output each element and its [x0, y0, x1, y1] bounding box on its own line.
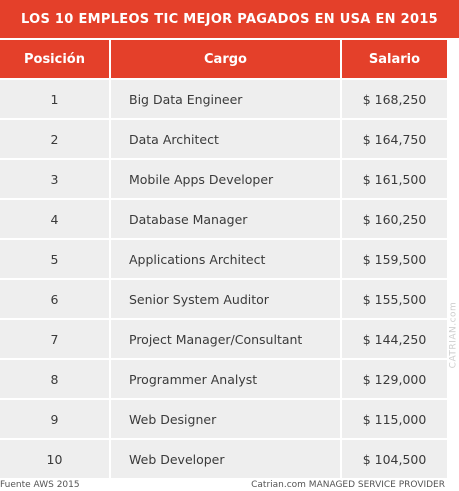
table-row [0, 80, 447, 120]
cell-salario: $ 164,750 [342, 120, 447, 160]
cell-salario: $ 144,250 [342, 320, 447, 360]
cell-cargo: Data Architect [111, 120, 342, 160]
cell-cargo: Senior System Auditor [111, 280, 342, 320]
cell-posicion: 7 [0, 320, 111, 360]
cell-cargo: Database Manager [111, 200, 342, 240]
cell-salario: $ 161,500 [342, 160, 447, 200]
cell-cargo: Project Manager/Consultant [111, 320, 342, 360]
table-row [0, 440, 447, 480]
cell-cargo: Applications Architect [111, 240, 342, 280]
header-posicion: Posición [0, 40, 111, 80]
cell-cargo: Big Data Engineer [111, 80, 342, 120]
cell-posicion: 6 [0, 280, 111, 320]
table-body [0, 80, 447, 480]
cell-cargo: Programmer Analyst [111, 360, 342, 400]
cell-posicion: 5 [0, 240, 111, 280]
watermark [447, 200, 459, 470]
table-row [0, 120, 447, 160]
cell-posicion: 3 [0, 160, 111, 200]
table-row [0, 320, 447, 360]
cell-posicion: 4 [0, 200, 111, 240]
table-header-row [0, 40, 447, 80]
chart-title: LOS 10 EMPLEOS TIC MEJOR PAGADOS EN USA EN 2015 [0, 0, 459, 40]
header-salario: Salario [342, 40, 447, 80]
cell-salario: $ 168,250 [342, 80, 447, 120]
watermark-text: CATRIAN.com [448, 301, 458, 369]
cell-posicion: 8 [0, 360, 111, 400]
table-row [0, 400, 447, 440]
table-row [0, 280, 447, 320]
salary-table [0, 40, 447, 480]
header-cargo: Cargo [111, 40, 342, 80]
cell-posicion: 2 [0, 120, 111, 160]
table-row [0, 160, 447, 200]
credit-note: Catrian.com MANAGED SERVICE PROVIDER [251, 480, 445, 490]
cell-cargo: Web Developer [111, 440, 342, 480]
cell-cargo: Mobile Apps Developer [111, 160, 342, 200]
cell-salario: $ 115,000 [342, 400, 447, 440]
cell-posicion: 10 [0, 440, 111, 480]
cell-salario: $ 160,250 [342, 200, 447, 240]
cell-salario: $ 104,500 [342, 440, 447, 480]
cell-salario: $ 155,500 [342, 280, 447, 320]
source-note: Fuente AWS 2015 [0, 480, 80, 490]
cell-salario: $ 159,500 [342, 240, 447, 280]
cell-salario: $ 129,000 [342, 360, 447, 400]
cell-posicion: 9 [0, 400, 111, 440]
cell-cargo: Web Designer [111, 400, 342, 440]
cell-posicion: 1 [0, 80, 111, 120]
table-row [0, 200, 447, 240]
table-row [0, 360, 447, 400]
table-row [0, 240, 447, 280]
